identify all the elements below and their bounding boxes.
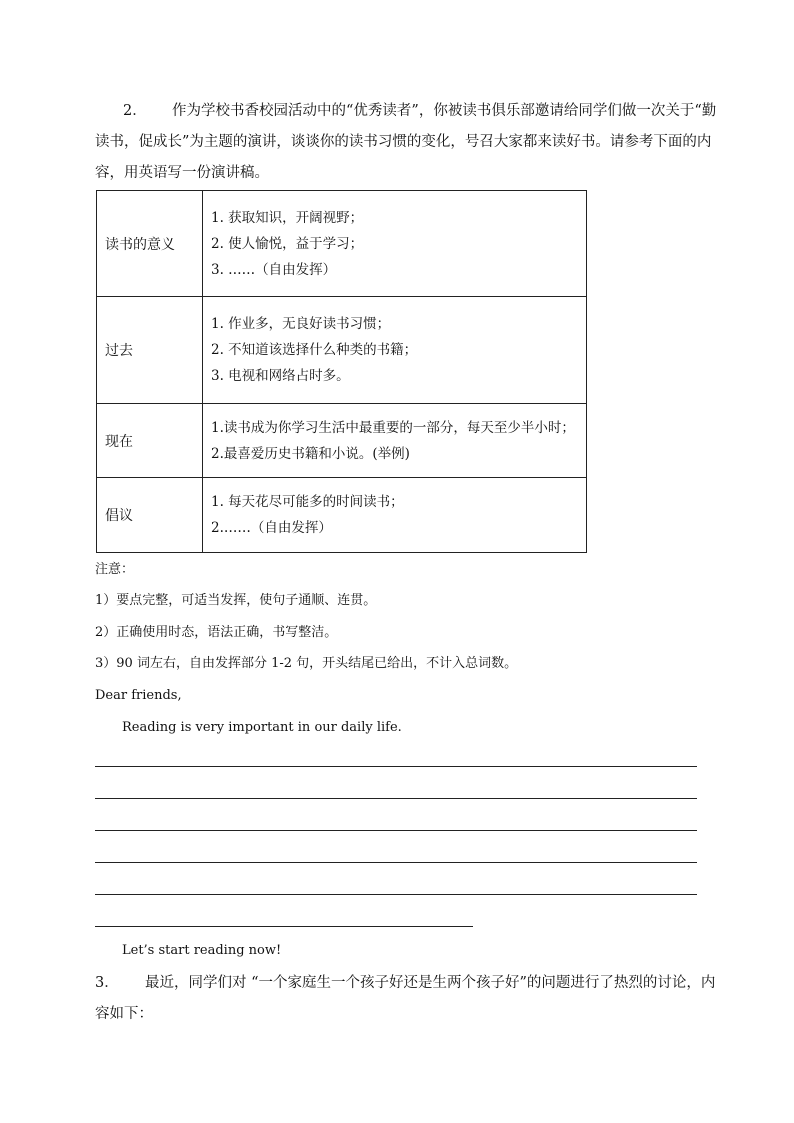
table-item: 1. 作业多，无良好读书习惯；	[211, 316, 391, 332]
letter-closing: Let’s start reading now!	[122, 943, 282, 958]
table-item: 1. 获取知识，开阔视野；	[211, 209, 364, 226]
table-row	[97, 297, 587, 404]
table-item: 2.最喜爱历史书籍和小说。(举例)	[211, 445, 410, 462]
question-2-prompt-line3: 容，用英语写一份演讲稿。	[95, 165, 269, 181]
table-items-cell	[203, 478, 587, 553]
table-category-cell: 读书的意义	[97, 191, 203, 297]
table-item: 2. 不知道该选择什么种类的书籍；	[211, 342, 418, 358]
writing-line[interactable]	[95, 798, 697, 799]
question-2-number: 2．	[123, 103, 147, 119]
table-items-cell	[203, 191, 587, 297]
table-item: 3. 电视和网络占时多。	[211, 368, 350, 384]
table-item: 3. ……（自由发挥）	[211, 261, 337, 278]
table-row	[97, 191, 587, 297]
question-2-prompt-line1: 作为学校书香校园活动中的“优秀读者”，你被读书俱乐部邀请给同学们做一次关于“勤	[172, 103, 717, 119]
table-category-cell: 现在	[97, 404, 203, 478]
note-item: 3）90 词左右，自由发挥部分 1-2 句，开头结尾已给出，不计入总词数。	[95, 656, 518, 671]
table-items-cell	[203, 297, 587, 404]
letter-opening: Reading is very important in our daily life.	[122, 720, 402, 735]
note-item: 2）正确使用时态，语法正确，书写整洁。	[95, 625, 338, 640]
writing-line[interactable]	[95, 830, 697, 831]
note-item: 1）要点完整，可适当发挥，使句子通顺、连贯。	[95, 593, 377, 608]
writing-line[interactable]	[95, 926, 473, 927]
question-3-number: 3．	[95, 975, 119, 991]
table-item: 2. 使人愉悦，益于学习；	[211, 235, 364, 252]
question-2-prompt-line2: 读书，促成长”为主题的演讲，谈谈你的读书习惯的变化，号召大家都来读好书。请参考下面的内	[95, 134, 712, 150]
question-3-prompt-line1: 最近，同学们对 “一个家庭生一个孩子好还是生两个孩子好”的问题进行了热烈的讨论，内	[145, 975, 716, 991]
writing-line[interactable]	[95, 862, 697, 863]
table-items-cell	[203, 404, 587, 478]
table-category-cell: 过去	[97, 297, 203, 404]
table-item: 1. 每天花尽可能多的时间读书；	[211, 494, 404, 510]
table-row	[97, 404, 587, 478]
question-3-prompt-line2: 容如下：	[95, 1006, 153, 1022]
notes-title: 注意：	[95, 562, 135, 577]
outline-table	[96, 190, 587, 553]
table-item: 1.读书成为你学习生活中最重要的一部分，每天至少半小时；	[211, 419, 575, 436]
writing-line[interactable]	[95, 894, 697, 895]
table-item: 2.……（自由发挥）	[211, 520, 332, 536]
table-category-cell: 倡议	[97, 478, 203, 553]
writing-line[interactable]	[95, 766, 697, 767]
table-row	[97, 478, 587, 553]
letter-greeting: Dear friends,	[95, 688, 182, 703]
